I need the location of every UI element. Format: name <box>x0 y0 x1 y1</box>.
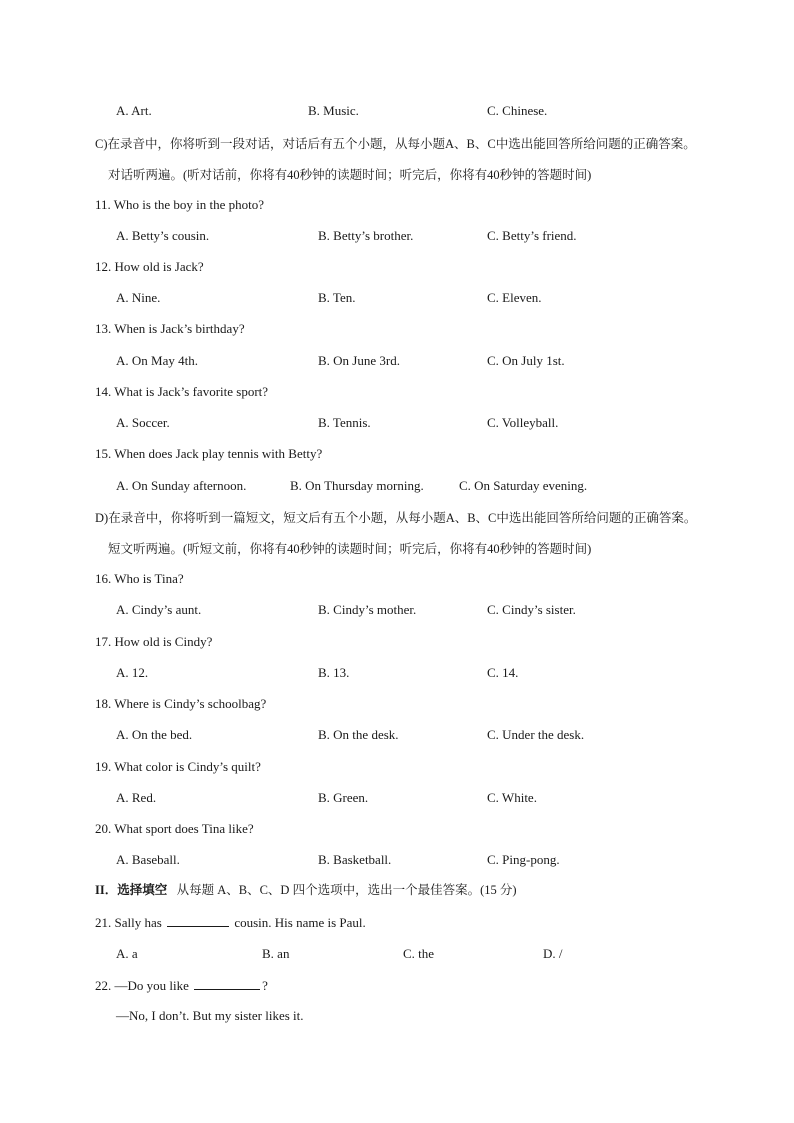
part-2-heading <box>95 882 517 898</box>
q21-option-a: A. a <box>116 946 138 961</box>
q12-option-b: B. Ten. <box>318 290 356 305</box>
q21-text-after: cousin. His name is Paul. <box>234 915 366 930</box>
question-22 <box>95 977 268 994</box>
q16-option-c: C. Cindy’s sister. <box>487 602 576 617</box>
q16-option-a: A. Cindy’s aunt. <box>116 602 202 617</box>
q21-answer-blank <box>167 914 229 927</box>
q17-option-c: C. 14. <box>487 665 519 680</box>
question-13: 13. When is Jack’s birthday? <box>95 321 245 336</box>
section-c-instruction-1: C)在录音中，你将听到一段对话，对话后有五个小题，从每小题A、B、C中选出能回答所给问题的正确答案。 <box>95 137 696 151</box>
q22-text-before: 22. —Do you like <box>95 978 189 993</box>
q11-option-b: B. Betty’s brother. <box>318 228 414 243</box>
q22-text-after: ? <box>262 978 268 993</box>
q14-option-a: A. Soccer. <box>116 415 170 430</box>
q20-option-b: B. Basketball. <box>318 852 392 867</box>
q18-option-b: B. On the desk. <box>318 727 399 742</box>
q17-option-a: A. 12. <box>116 665 149 680</box>
q10-option-c: C. Chinese. <box>487 103 548 118</box>
part-2-instruction: 从每题 A、B、C、D 四个选项中，选出一个最佳答案。(15 分) <box>176 883 517 897</box>
q21-option-c: C. the <box>403 946 435 961</box>
q12-option-c: C. Eleven. <box>487 290 542 305</box>
q13-option-a: A. On May 4th. <box>116 353 198 368</box>
q22-reply: —No, I don’t. But my sister likes it. <box>116 1008 304 1023</box>
q16-option-b: B. Cindy’s mother. <box>318 602 417 617</box>
q19-option-b: B. Green. <box>318 790 369 805</box>
section-d-instruction-2: 短文听两遍。(听短文前，你将有40秒钟的读题时间；听完后，你将有40秒钟的答题时间) <box>108 542 592 556</box>
q21-text-before: 21. Sally has <box>95 915 162 930</box>
q19-option-c: C. White. <box>487 790 537 805</box>
question-16: 16. Who is Tina? <box>95 571 184 586</box>
section-d-instruction-1: D)在录音中，你将听到一篇短文，短文后有五个小题，从每小题A、B、C中选出能回答所给问题的正确答案。 <box>95 511 697 525</box>
q21-option-b: B. an <box>262 946 290 961</box>
question-19: 19. What color is Cindy’s quilt? <box>95 759 261 774</box>
q15-option-b: B. On Thursday morning. <box>290 478 424 493</box>
question-21 <box>95 914 366 931</box>
q19-option-a: A. Red. <box>116 790 157 805</box>
q11-option-a: A. Betty’s cousin. <box>116 228 210 243</box>
q14-option-c: C. Volleyball. <box>487 415 559 430</box>
q13-option-b: B. On June 3rd. <box>318 353 400 368</box>
section-c-instruction-2: 对话听两遍。(听对话前，你将有40秒钟的读题时间；听完后，你将有40秒钟的答题时间) <box>108 168 592 182</box>
question-15: 15. When does Jack play tennis with Betty? <box>95 446 323 461</box>
q13-option-c: C. On July 1st. <box>487 353 565 368</box>
q17-option-b: B. 13. <box>318 665 350 680</box>
question-14: 14. What is Jack’s favorite sport? <box>95 384 269 399</box>
q20-option-a: A. Baseball. <box>116 852 180 867</box>
question-20: 20. What sport does Tina like? <box>95 821 254 836</box>
q20-option-c: C. Ping-pong. <box>487 852 560 867</box>
q21-option-d: D. / <box>543 946 563 961</box>
question-11: 11. Who is the boy in the photo? <box>95 197 264 212</box>
q15-option-c: C. On Saturday evening. <box>459 478 588 493</box>
q11-option-c: C. Betty’s friend. <box>487 228 577 243</box>
q10-option-a: A. Art. <box>116 103 152 118</box>
q12-option-a: A. Nine. <box>116 290 161 305</box>
q10-option-b: B. Music. <box>308 103 359 118</box>
q18-option-c: C. Under the desk. <box>487 727 585 742</box>
question-18: 18. Where is Cindy’s schoolbag? <box>95 696 267 711</box>
q22-answer-blank <box>194 977 260 990</box>
q15-option-a: A. On Sunday afternoon. <box>116 478 247 493</box>
part-2-title: II．选择填空 <box>95 883 168 897</box>
question-17: 17. How old is Cindy? <box>95 634 213 649</box>
q14-option-b: B. Tennis. <box>318 415 371 430</box>
q18-option-a: A. On the bed. <box>116 727 193 742</box>
question-12: 12. How old is Jack? <box>95 259 204 274</box>
